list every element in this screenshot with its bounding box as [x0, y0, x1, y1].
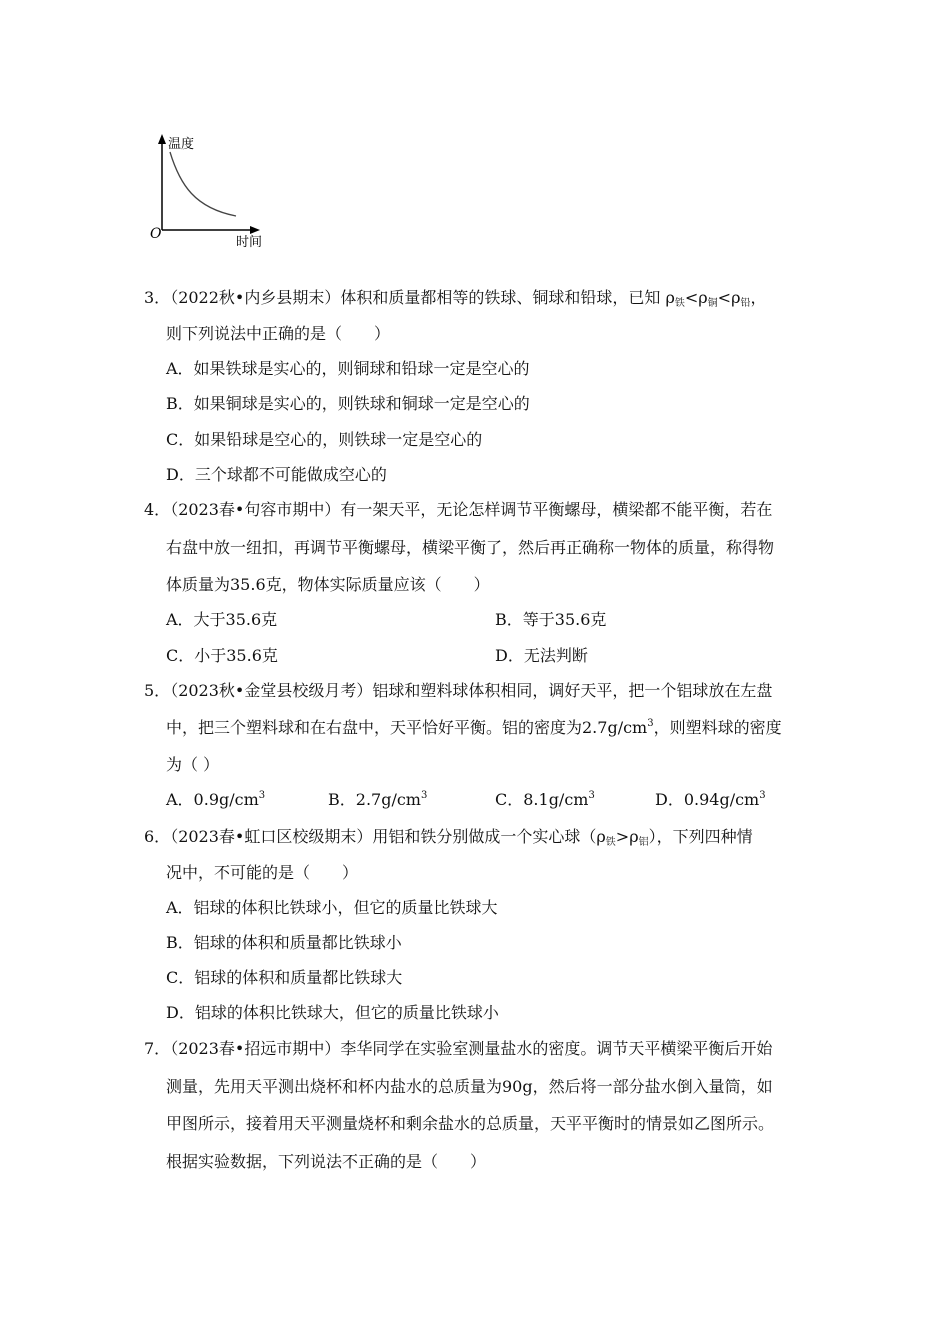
q5-option-c: C．$8.1g/cm^3$ — [495, 790, 595, 809]
x-axis-arrow — [250, 226, 260, 234]
cooling-curve — [170, 152, 236, 216]
q6-option-a: A．铝球的体积比铁球小，但它的质量比铁球大 — [166, 898, 498, 917]
q4-option-a: A．大于35.6克 — [166, 610, 278, 629]
q3-stem-line1: 3．（2022秋•内乡县期末）体积和质量都相等的铁球、铜球和铅球，已知 ρ铁<ρ铜<ρ铅， — [144, 288, 767, 309]
q4-stem-line3: 体质量为35.6克，物体实际质量应该（ ） — [166, 575, 490, 594]
q7-stem-line3: 甲图所示，接着用天平测量烧杯和剩余盐水的总质量，天平平衡时的情景如乙图所示。 — [166, 1114, 775, 1133]
q7-stem-line1: 7．（2023春•招远市期中）李华同学在实验室测量盐水的密度。调节天平横梁平衡后开始 — [144, 1039, 773, 1058]
q6-stem-line2: 况中，不可能的是（ ） — [166, 863, 359, 882]
y-axis-label: 温度 — [168, 137, 195, 152]
q7-stem-line4: 根据实验数据，下列说法不正确的是（ ） — [166, 1152, 487, 1171]
q6-option-c: C．铝球的体积和质量都比铁球大 — [166, 968, 403, 987]
q5-option-d: D．$0.94g/cm^3$ — [655, 790, 766, 809]
q4-option-b: B．等于35.6克 — [495, 610, 607, 629]
q3-option-c: C．如果铅球是空心的，则铁球一定是空心的 — [166, 430, 483, 449]
q3-option-a: A．如果铁球是实心的，则铜球和铅球一定是空心的 — [166, 359, 530, 378]
q4-stem-line1: 4．（2023春•句容市期中）有一架天平，无论怎样调节平衡螺母，横梁都不能平衡，若在 — [144, 500, 773, 519]
y-axis-arrow — [158, 134, 166, 144]
origin-label: O — [150, 226, 162, 242]
q4-option-d: D．无法判断 — [495, 646, 588, 665]
temperature-time-graph — [140, 130, 280, 255]
q3-option-d: D．三个球都不可能做成空心的 — [166, 465, 387, 484]
q6-option-b: B．铝球的体积和质量都比铁球小 — [166, 933, 402, 952]
q5-option-b: B．$2.7g/cm^3$ — [328, 790, 428, 809]
q5-stem-line1: 5．（2023秋•金堂县校级月考）铝球和塑料球体积相同，调好天平，把一个铝球放在左盘 — [144, 681, 773, 700]
q7-stem-line2: 测量，先用天平测出烧杯和杯内盐水的总质量为90g，然后将一部分盐水倒入量筒，如 — [166, 1077, 773, 1096]
x-axis-label: 时间 — [236, 235, 263, 250]
q5-option-a: A．$0.9g/cm^3$ — [166, 790, 266, 809]
q6-option-d: D．铝球的体积比铁球大，但它的质量比铁球小 — [166, 1003, 499, 1022]
q6-stem-line1: 6．（2023春•虹口区校级期末）用铝和铁分别做成一个实心球（ρ铁>ρ铝），下列四种情 — [144, 827, 753, 848]
q4-stem-line2: 右盘中放一纽扣，再调节平衡螺母，横梁平衡了，然后再正确称一物体的质量，称得物 — [166, 538, 775, 557]
q3-stem-line2: 则下列说法中正确的是（ ） — [166, 324, 391, 343]
q3-option-b: B．如果铜球是实心的，则铁球和铜球一定是空心的 — [166, 394, 530, 413]
q5-stem-line3: 为（ ） — [166, 755, 220, 774]
q4-option-c: C．小于35.6克 — [166, 646, 278, 665]
q5-stem-line2: 中，把三个塑料球和在右盘中，天平恰好平衡。铝的密度为$2.7g/cm^3$，则塑料球的密度 — [166, 718, 782, 737]
